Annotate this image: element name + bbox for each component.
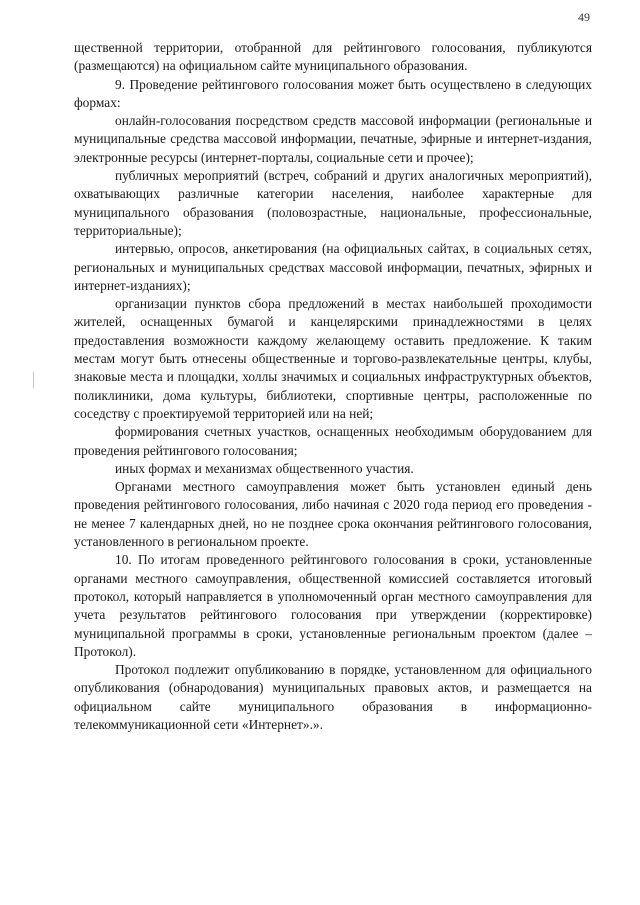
paragraph-collection-points: организации пунктов сбора предложений в местах наибольшей проходимости жителей, оснащенных бумагой и канцелярскими принадлежностями в целях предоставления возможности каждому желающему оставить предложение. К таким местам могут быть отнесены общественные и торгово-развлекательные центры, клубы, знаковые места и площадки, холлы значимых и социальных инфраструктурных объектов, поликлиники, дома культуры, библиотеки, спортивные центры, расположенные по соседству с проектируемой территорией или на ней; bbox=[74, 296, 592, 421]
document-body bbox=[74, 39, 592, 734]
paragraph-item-9: 9. Проведение рейтингового голосования может быть осуществлено в следующих формах: bbox=[74, 76, 592, 110]
paragraph-public-events: публичных мероприятий (встреч, собраний и других аналогичных мероприятий), охватывающих различные категории населения, наиболее характерные для муниципального образования (половозрастные, национальные, профессиональные, территориальные); bbox=[74, 168, 592, 238]
paragraph-interviews: интервью, опросов, анкетирования (на официальных сайтах, в социальных сетях, региональных и муниципальных средствах массовой информации, печатных, эфирных и интернет-изданиях); bbox=[74, 241, 592, 293]
paragraph-protocol-publication: Протокол подлежит опубликованию в порядке, установленном для официального опубликования (обнародования) муниципальных правовых актов, и размещается на официальном сайте муниципального образования в информационно-телекоммуникационной сети «Интернет».». bbox=[74, 662, 592, 732]
paragraph-voting-day: Органами местного самоуправления может быть установлен единый день проведения рейтингового голосования, либо начиная с 2020 года период его проведения - не менее 7 календарных дней, но не позднее срока окончания рейтингового голосования, установленного в региональном проекте. bbox=[74, 479, 592, 550]
page-number: 49 bbox=[578, 10, 590, 24]
paragraph-continuation: щественной территории, отобранной для рейтингового голосования, публикуются (размещаются) на официальном сайте муниципального образования. bbox=[74, 40, 592, 74]
scan-artifact-mark bbox=[33, 372, 34, 388]
paragraph-counting-stations: формирования счетных участков, оснащенных необходимым оборудованием для проведения рейтингового голосования; bbox=[74, 424, 592, 458]
paragraph-item-10: 10. По итогам проведенного рейтингового голосования в сроки, установленные органами местного самоуправления, общественной комиссией составляется итоговый протокол, который направляется в уполномоченный орган местного самоуправления для учета результатов рейтингового голосования при утверждении (корректировке) муниципальной программы в сроки, установленные региональным проектом (далее – Протокол). bbox=[74, 552, 592, 659]
paragraph-other-forms: иных формах и механизмах общественного участия. bbox=[115, 460, 414, 476]
paragraph-online-voting: онлайн-голосования посредством средств массовой информации (региональные и муниципальные средства массовой информации, печатные, эфирные и интернет-издания, электронные ресурсы (интернет-порталы, социальные сети и прочее); bbox=[74, 113, 592, 165]
